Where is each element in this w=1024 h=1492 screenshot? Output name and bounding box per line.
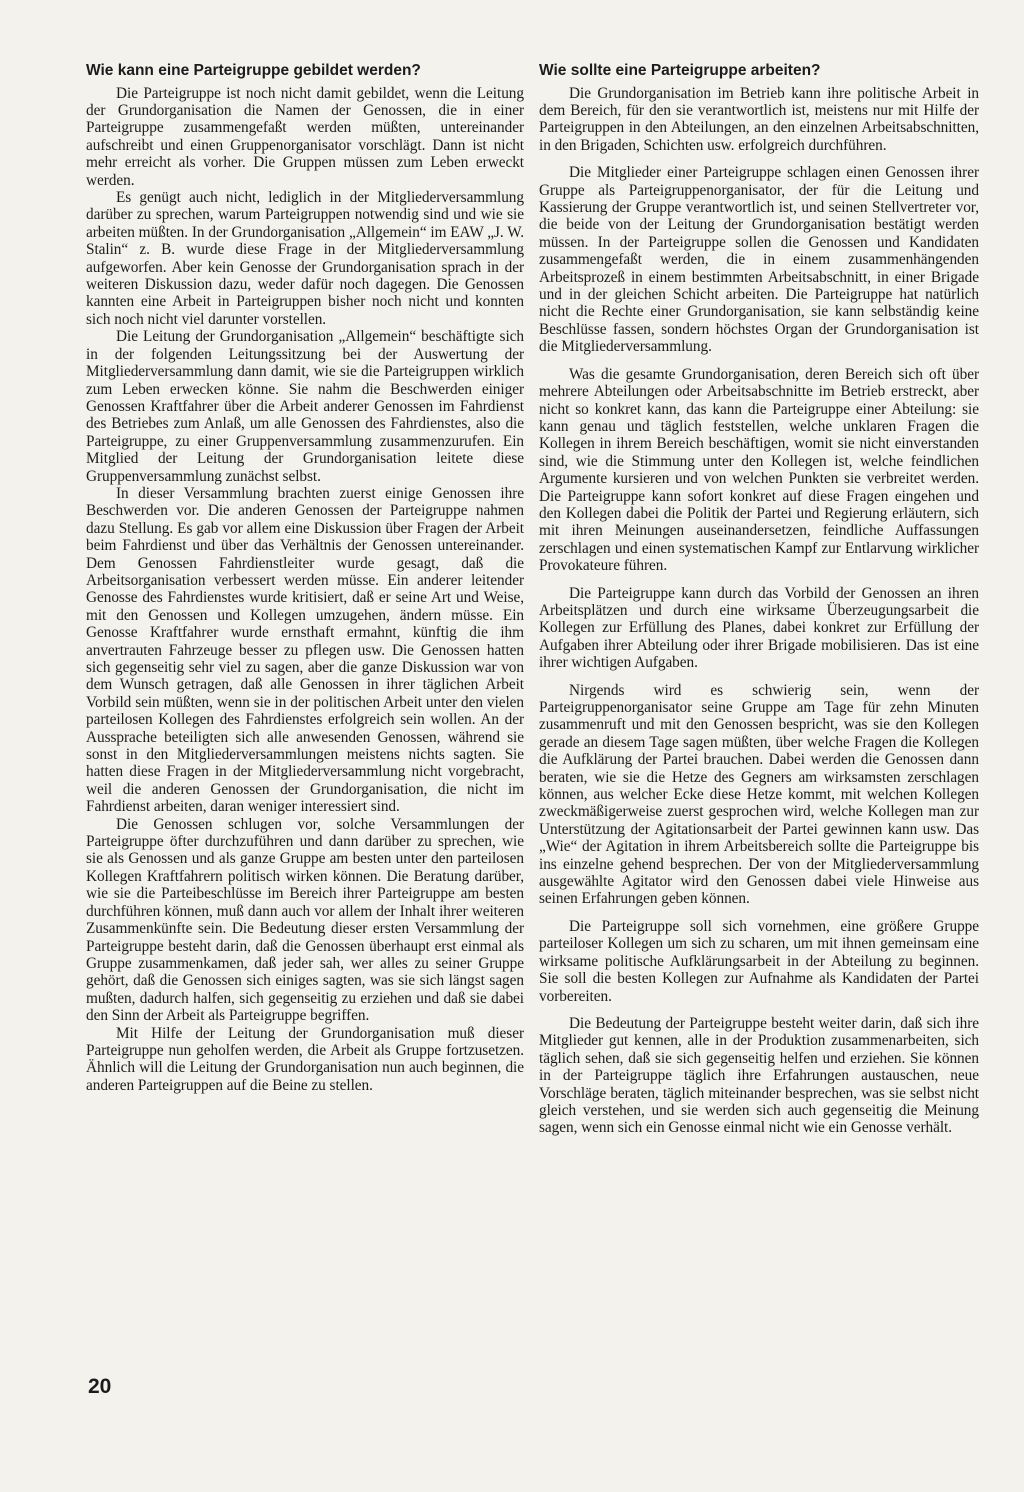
paragraph: Die Parteigruppe soll sich vornehmen, eine größere Gruppe parteiloser Kollegen um sich zu scharen, um mit ihnen gemeinsam eine wirksame politische Aufklärungsarbeit in der Abteilung zu beginnen. Sie soll die besten Kollegen zur Aufnahme als Kandidaten der Partei vorbereiten. <box>539 917 979 1005</box>
section-heading-right: Wie sollte eine Parteigruppe arbeiten? <box>539 62 821 79</box>
paragraph: Die Mitglieder einer Parteigruppe schlagen einen Genossen ihrer Gruppe als Parteigruppenorganisator, der für die Leitung und Kassierung der Gruppe verantwortlich ist, und seinen Stellvertreter vor, die beide von der Leitung der Grundorganisation bestätigt werden müssen. In der Parteigruppe sollen die Genossen und Kandidaten zusammengefaßt werden, die in einem zusammenhängenden Arbeitsprozeß in einem bestimmten Arbeitsabschnitt, in einer Brigade und in der gleichen Schicht arbeiten. Die Parteigruppe hat natürlich nicht die Rechte einer Grundorganisation, sie kann selbständig keine Beschlüsse fassen, sondern höchstes Organ der Grundorganisation ist die Mitgliederversammlung. <box>539 164 979 356</box>
paragraph: Die Leitung der Grundorganisation „Allgemein“ beschäftigte sich in der folgenden Leitungssitzung bei der Auswertung der Mitgliederversammlung dann damit, wie sie die Parteigruppen wirklich zum Leben erwecken könne. Sie nahm die Beschwerden einiger Genossen Kraftfahrer über die Arbeit anderer Genossen im Fahrdienst des Betriebes zum Anlaß, um alle Genossen des Fahrdienstes, also die Parteigruppe, zu einer Gruppenversammlung zusammenzurufen. Ein Mitglied der Leitung der Grundorganisation leitete diese Gruppenversammlung zunächst selbst. <box>86 328 524 485</box>
paragraph: Nirgends wird es schwierig sein, wenn der Parteigruppenorganisator seine Gruppe am Tage für zehn Minuten zusammenruft und mit den Genossen bespricht, was sie den Kollegen gerade an diesem Tage sagen müßten, über welche Fragen die Kollegen die Aufklärung der Partei brauchen. Dabei werden die Genossen dann beraten, wie sie die Hetze des Gegners am wirksamsten zerschlagen können, aus welcher Ecke diese Hetze kommt, mit welchen Kollegen zweckmäßigerweise zuerst gesprochen wird, welche Kollegen man zur Unterstützung der Agitationsarbeit der Partei gewinnen kann usw. Das „Wie“ der Agitation in ihrem Arbeitsbereich sollte die Parteigruppe bis ins einzelne gehend besprechen. Der von der Mitgliederversammlung ausgewählte Agitator wird den Genossen dabei viele Hinweise aus seinen Erfahrungen geben können. <box>539 681 979 908</box>
right-column <box>539 62 979 1147</box>
paragraph: Die Parteigruppe kann durch das Vorbild der Genossen an ihren Arbeitsplätzen und durch eine wirksame Überzeugungsarbeit die Kollegen zur Erfüllung des Planes, dabei konkret zur Erfüllung der Aufgaben ihrer Abteilung oder ihrer Brigade mobilisieren. Das ist eine ihrer wichtigen Aufgaben. <box>539 584 979 672</box>
page-number: 20 <box>88 1375 112 1398</box>
paragraph: Mit Hilfe der Leitung der Grundorganisation muß dieser Parteigruppe nun geholfen werden, die Arbeit als Gruppe fortzusetzen. Ähnlich will die Leitung der Grundorganisation nun auch beginnen, die anderen Parteigruppen auf die Beine zu stellen. <box>86 1024 524 1094</box>
paragraph: Die Bedeutung der Parteigruppe besteht weiter darin, daß sich ihre Mitglieder gut kennen, alle in der Produktion zusammenarbeiten, sich täglich sehen, daß sie sich gegenseitig helfen und erziehen. Sie können in der Parteigruppe täglich ihre Erfahrungen austauschen, neue Vorschläge beraten, täglich miteinander besprechen, was sie selbst nicht gleich verstehen, und sie werden sich auch gegenseitig die Meinung sagen, wenn sich ein Genosse einmal nicht wie ein Genosse verhält. <box>539 1014 979 1137</box>
paragraph: In dieser Versammlung brachten zuerst einige Genossen ihre Beschwerden vor. Die anderen Genossen der Parteigruppe nahmen dazu Stellung. Es gab vor allem eine Diskussion über Fragen der Arbeit beim Fahrdienst und über das Verhältnis der Genossen untereinander. Dem Genossen Fahrdienstleiter wurde gesagt, daß die Arbeitsorganisation verbessert werden müsse. Ein anderer leitender Genosse des Fahrdienstes wurde kritisiert, daß er seine Art und Weise, mit den Genossen und Kollegen umzugehen, ändern müsse. Ein Genosse Kraftfahrer wurde ernsthaft ermahnt, künftig die ihm anvertrauten Fahrzeuge besser zu pflegen usw. Die Genossen hatten sich gegenseitig sehr viel zu sagen, aber die ganze Diskussion war von dem Wunsch getragen, daß alle Genossen in ihrer täglichen Arbeit Vorbild sein müßten, wenn sie in der politischen Arbeit unter den vielen parteilosen Kollegen des Fahrdienstes erfolgreich sein wollen. An der Aussprache beteiligten sich alle anwesenden Genossen, während sie sonst in den Mitgliederversammlungen meistens nichts sagten. Sie hatten diese Fragen in der Mitgliederversammlung nicht vorgebracht, weil die anderen Genossen der Grundorganisation, die nicht im Fahrdienst arbeiten, daran weniger interessiert sind. <box>86 484 524 816</box>
section-heading-left: Wie kann eine Parteigruppe gebildet werden? <box>86 62 421 79</box>
paragraph: Die Grundorganisation im Betrieb kann ihre politische Arbeit in dem Bereich, für den sie verantwortlich ist, meistens nur mit Hilfe der Parteigruppen in den Abteilungen, an den einzelnen Arbeitsabschnitten, in den Brigaden, Schichten usw. erfolgreich durchführen. <box>539 84 979 154</box>
paragraph: Was die gesamte Grundorganisation, deren Bereich sich oft über mehrere Abteilungen oder Arbeitsabschnitte im Betrieb erstreckt, aber nicht so konkret kann, das kann die Parteigruppe einer Abteilung: sie kann genau und täglich feststellen, welche unklaren Fragen die Kollegen in ihrem Bereich beschäftigen, womit sie nicht einverstanden sind, wie die Stimmung unter den Kollegen ist, welche feindlichen Argumente kursieren und von welchen Punkten sie verbreitet werden. Die Parteigruppe kann sofort konkret auf diese Fragen eingehen und den Kollegen dabei die Politik der Partei und Regierung erläutern, sich mit ihren Meinungen auseinandersetzen, feindliche Auffassungen zerschlagen und einen systematischen Kampf zur Entlarvung wirklicher Provokateure führen. <box>539 365 979 575</box>
paragraph: Die Parteigruppe ist noch nicht damit gebildet, wenn die Leitung der Grundorganisation die Namen der Genossen, die in einer Parteigruppe zusammengefaßt werden müßten, untereinander aufschreibt und einen Gruppenorganisator vorschlägt. Dann ist nicht mehr erreicht als vorher. Die Gruppen müssen zum Leben erweckt werden. <box>86 84 524 189</box>
left-column <box>86 62 524 1094</box>
paragraph: Die Genossen schlugen vor, solche Versammlungen der Parteigruppe öfter durchzuführen und dann darüber zu sprechen, wie sie als Genossen und als ganze Gruppe am besten unter den parteilosen Kollegen Kraftfahrern politisch wirken können. Die Beratung darüber, wie sie die Parteibeschlüsse im Bereich ihrer Parteigruppe am besten durchführen können, muß dann auch vor allem der Inhalt ihrer weiteren Zusammenkünfte sein. Die Bedeutung dieser ersten Versammlung der Parteigruppe besteht darin, daß die Genossen überhaupt erst einmal als Gruppe zusammenkamen, daß jeder sah, wer alles zu seiner Gruppe gehört, daß die Genossen sich einiges sagten, was sie sich längst sagen mußten, dadurch halfen, sich gegenseitig zu erziehen und daß sie dabei den Sinn der Arbeit als Parteigruppe begriffen. <box>86 815 524 1025</box>
paragraph: Es genügt auch nicht, lediglich in der Mitgliederversammlung darüber zu sprechen, warum Parteigruppen notwendig sind und wie sie arbeiten müßten. In der Grundorganisation „Allgemein“ im EAW „J. W. Stalin“ z. B. wurde diese Frage in der Mitgliederversammlung aufgeworfen. Aber kein Genosse der Grundorganisation sprach in der weiteren Diskussion dazu, weder dafür noch dagegen. Die Genossen kannten eine Arbeit in Parteigruppen bisher noch nicht und konnten sich noch nicht viel darunter vorstellen. <box>86 189 524 328</box>
